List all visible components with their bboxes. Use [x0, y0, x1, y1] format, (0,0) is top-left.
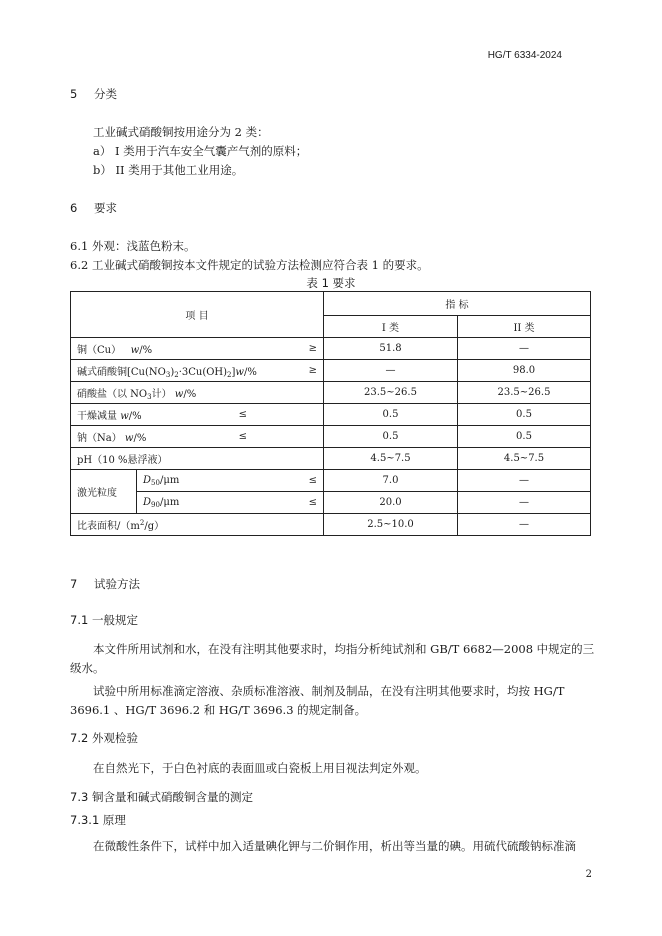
comparison-operator: ≤: [308, 497, 317, 508]
comparison-operator: ≥: [308, 343, 317, 354]
section-title: 分类: [94, 87, 117, 101]
comparison-operator: ≤: [238, 409, 247, 420]
row-label: 碱式硝酸铜$[Cu(NO_3)_2\cdot 3Cu(OH)_2]w/\%$ ≥: [71, 360, 324, 382]
paragraph-line: 在自然光下，于白色衬底的表面皿或白瓷板上用目视法判定外观。: [93, 761, 427, 775]
table-row: [71, 514, 591, 536]
value-class-1: 0.5: [324, 426, 458, 448]
row-label: 钠（Na） w/% ≤: [71, 426, 324, 448]
value-class-2: 23.5~26.5: [458, 382, 591, 404]
row-label: pH（10 %悬浮液）: [71, 448, 324, 470]
value-class-1: —: [324, 360, 458, 382]
section-6-heading: [70, 200, 117, 216]
header-item: 项 目: [71, 292, 324, 338]
value-class-1: 2.5~10.0: [324, 514, 458, 536]
section-title: 试验方法: [94, 577, 140, 591]
row-label: 干燥减量 w/% ≤: [71, 404, 324, 426]
comparison-operator: ≤: [238, 431, 247, 442]
paragraph-line: 级水。: [70, 661, 105, 675]
table-row: [71, 426, 591, 448]
paragraph-line: 3696.1 、HG/T 3696.2 和 HG/T 3696.3 的规定制备。: [70, 703, 367, 717]
requirements-table: [70, 291, 591, 536]
section-title: 要求: [94, 201, 117, 215]
value-class-2: —: [458, 470, 591, 492]
table-caption: 表 1 要求: [306, 276, 356, 290]
paragraph-line: 在微酸性条件下，试样中加入适量碘化钾与二价铜作用，析出等当量的碘。用硫代硫酸钠标准滴: [93, 839, 576, 853]
section-number: 6: [70, 201, 78, 215]
value-class-1: 0.5: [324, 404, 458, 426]
subsection-heading: 7.2 外观检验: [70, 731, 138, 745]
paragraph: 工业碱式硝酸铜按用途分为 2 类：: [93, 125, 269, 139]
value-class-2: —: [458, 492, 591, 514]
value-class-2: 4.5~7.5: [458, 448, 591, 470]
row-label: 比表面积$/(m^2/g)$: [71, 514, 324, 536]
row-group-label: 激光粒度: [71, 470, 137, 514]
value-class-2: 0.5: [458, 404, 591, 426]
standard-code: HG/T 6334-2024: [487, 50, 562, 61]
row-label: 硝酸盐（以 $NO_3$计） w/%: [71, 382, 324, 404]
value-class-2: 0.5: [458, 426, 591, 448]
section-number: 7: [70, 577, 78, 591]
paragraph-line: 试验中所用标准滴定溶液、杂质标准溶液、制剂及制品，在没有注明其他要求时，均按 HG/T: [93, 684, 565, 698]
header-class-1: I 类: [324, 316, 458, 338]
list-item: a） I 类用于汽车安全气囊产气剂的原料；: [93, 144, 308, 158]
subsection-heading: 7.3.1 原理: [70, 813, 126, 827]
value-class-1: 23.5~26.5: [324, 382, 458, 404]
table-row: [71, 448, 591, 470]
table-row: [71, 382, 591, 404]
section-7-heading: [70, 576, 140, 592]
table-row: [71, 470, 591, 492]
header-index: 指 标: [324, 292, 591, 316]
table-row: [71, 492, 591, 514]
value-class-1: 51.8: [324, 338, 458, 360]
value-class-2: —: [458, 338, 591, 360]
section-number: 5: [70, 87, 78, 101]
comparison-operator: ≤: [308, 475, 317, 486]
clause-6-1: 6.1 外观：浅蓝色粉末。: [70, 239, 196, 253]
subsection-heading: 7.1 一般规定: [70, 613, 138, 627]
table-row: [71, 338, 591, 360]
subsection-heading: 7.3 铜含量和碱式硝酸铜含量的测定: [70, 790, 253, 804]
row-label: $D_{90}/\mu m$ ≤: [137, 492, 324, 514]
value-class-1: 4.5~7.5: [324, 448, 458, 470]
comparison-operator: ≥: [308, 365, 317, 376]
table-row: [71, 404, 591, 426]
row-label: 铜（Cu） w/% ≥: [71, 338, 324, 360]
row-label: $D_{50}/\mu m$ ≤: [137, 470, 324, 492]
list-item: b） II 类用于其他工业用途。: [93, 163, 244, 177]
value-class-1: 7.0: [324, 470, 458, 492]
clause-6-2: 6.2 工业碱式硝酸铜按本文件规定的试验方法检测应符合表 1 的要求。: [70, 258, 429, 272]
paragraph-line: 本文件所用试剂和水，在没有注明其他要求时，均指分析纯试剂和 GB/T 6682—2008 中规定的三: [93, 642, 595, 656]
table-row: [71, 360, 591, 382]
header-class-2: II 类: [458, 316, 591, 338]
value-class-1: 20.0: [324, 492, 458, 514]
value-class-2: —: [458, 514, 591, 536]
table-header-row: [71, 292, 591, 316]
section-5-heading: [70, 86, 117, 102]
page-number: 2: [585, 869, 592, 880]
value-class-2: 98.0: [458, 360, 591, 382]
